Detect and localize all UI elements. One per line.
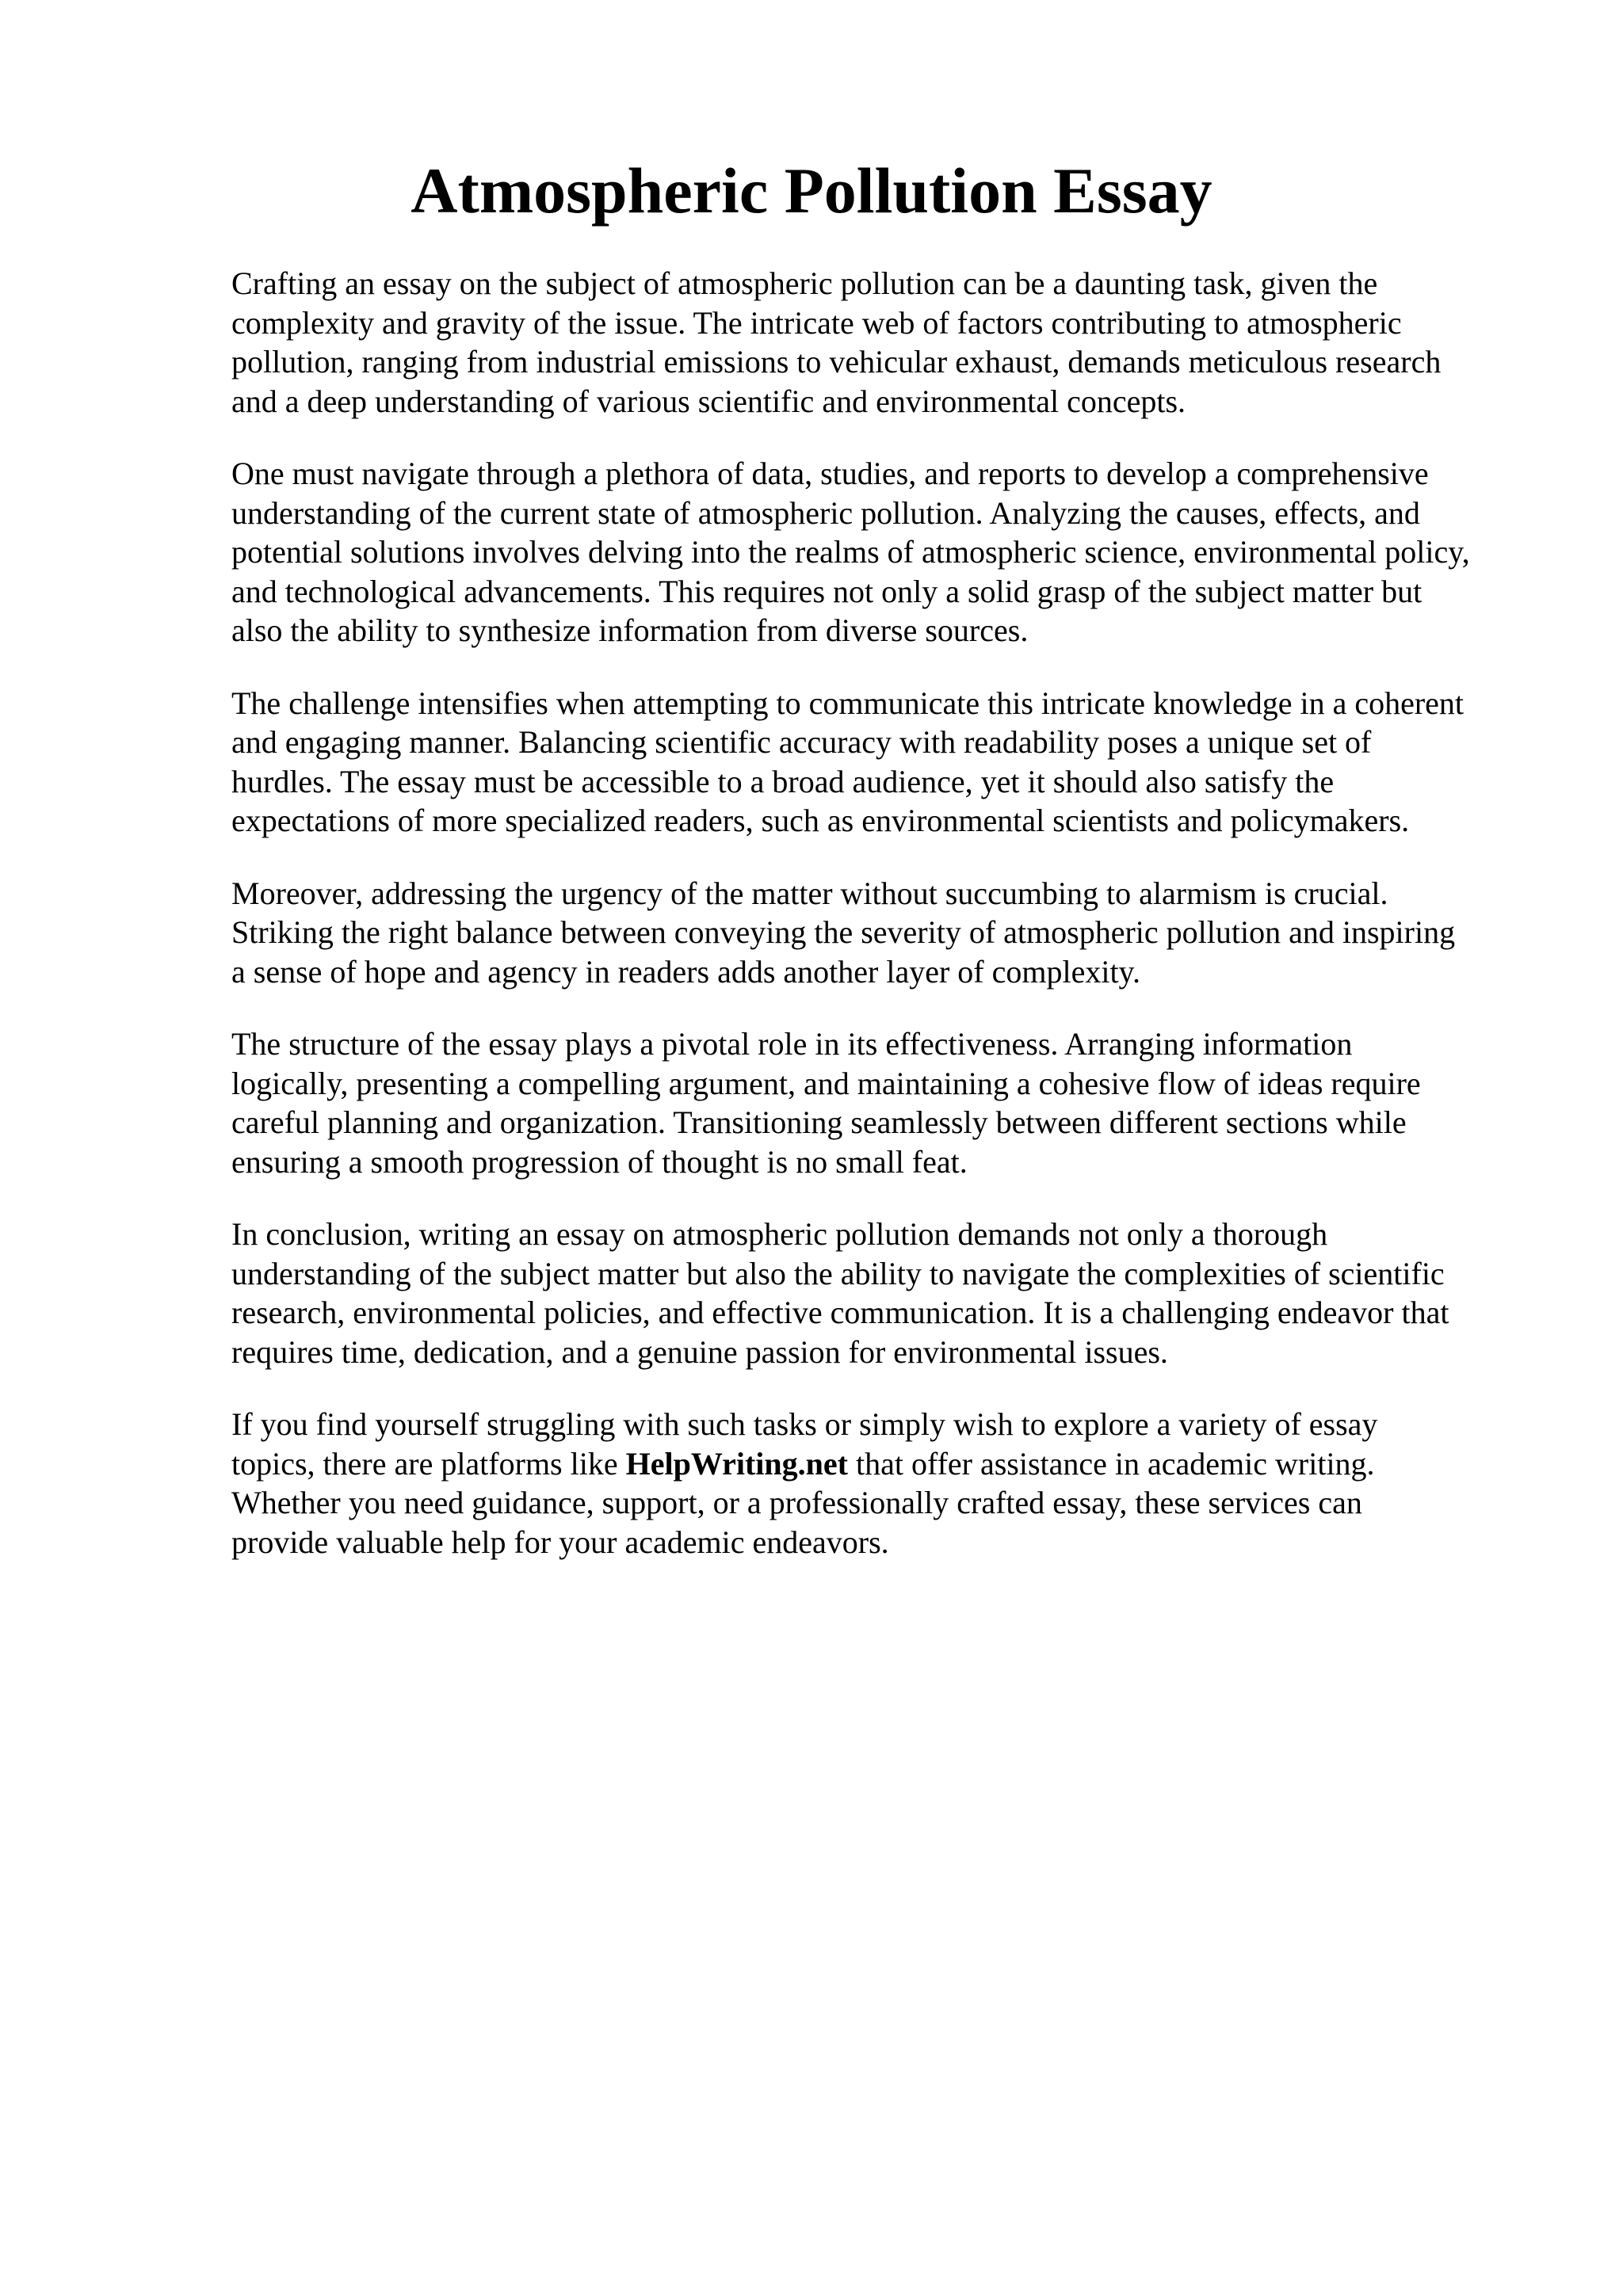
- paragraph-intro: [231, 264, 1547, 421]
- text-line: In conclusion, writing an essay on atmospheric pollution demands not only a thorough: [231, 1216, 1328, 1252]
- text-line: The challenge intensifies when attempting to communicate this intricate knowledge in a coherent: [231, 685, 1465, 721]
- text-line: pollution, ranging from industrial emissions to vehicular exhaust, demands meticulous research: [231, 344, 1442, 379]
- text-line: Moreover, addressing the urgency of the matter without succumbing to alarmism is crucial.: [231, 875, 1388, 911]
- text-line: Crafting an essay on the subject of atmospheric pollution can be a daunting task, given the: [231, 265, 1378, 301]
- text-line: potential solutions involves delving into the realms of atmospheric science, environmental policy,: [231, 534, 1470, 570]
- text-line: understanding of the current state of atmospheric pollution. Analyzing the causes, effects, and: [231, 494, 1420, 531]
- text-line: ensuring a smooth progression of thought is no small feat.: [231, 1143, 968, 1180]
- text-line: Striking the right balance between conveying the severity of atmospheric pollution and inspiring: [231, 914, 1456, 950]
- text-line: a sense of hope and agency in readers adds another layer of complexity.: [231, 953, 1140, 990]
- text-line: also the ability to synthesize information from diverse sources.: [231, 612, 1029, 648]
- text-line: and a deep understanding of various scientific and environmental concepts.: [231, 383, 1186, 419]
- text-line: expectations of more specialized readers, such as environmental scientists and policymakers.: [231, 803, 1410, 838]
- text-line: The structure of the essay plays a pivotal role in its effectiveness. Arranging information: [231, 1026, 1353, 1062]
- text-line: understanding of the subject matter but also the ability to navigate the complexities of scientific: [231, 1255, 1445, 1291]
- text-line: logically, presenting a compelling argument, and maintaining a cohesive flow of ideas require: [231, 1065, 1421, 1101]
- text-line: complexity and gravity of the issue. The intricate web of factors contributing to atmospheric: [231, 304, 1402, 341]
- text-line: One must navigate through a plethora of data, studies, and reports to develop a comprehensive: [231, 456, 1429, 491]
- paragraph-closing: [231, 1405, 1547, 1562]
- text-line: provide valuable help for your academic endeavors.: [231, 1524, 889, 1560]
- paragraph-research: [231, 454, 1547, 650]
- paragraph-conclusion: [231, 1215, 1547, 1371]
- text-line-with-brand: [231, 1444, 1547, 1484]
- text-segment: topics, there are platforms like: [231, 1445, 626, 1482]
- text-segment: that offer assistance in academic writing.: [847, 1445, 1375, 1482]
- text-line: If you find yourself struggling with such tasks or simply wish to explore a variety of essay: [231, 1406, 1378, 1442]
- paragraph-urgency: [231, 874, 1547, 992]
- text-line: careful planning and organization. Transitioning seamlessly between different sections while: [231, 1104, 1407, 1140]
- text-line: and technological advancements. This requires not only a solid grasp of the subject matter but: [231, 573, 1423, 609]
- page-title: Atmospheric Pollution Essay: [411, 154, 1212, 227]
- essay-body: [231, 264, 1547, 1595]
- text-line: research, environmental policies, and effective communication. It is a challenging endeavor that: [231, 1295, 1449, 1330]
- text-line: Whether you need guidance, support, or a professionally crafted essay, these services can: [231, 1485, 1362, 1520]
- paragraph-structure: [231, 1024, 1547, 1181]
- paragraph-challenge: [231, 684, 1547, 841]
- brand-name: HelpWriting.net: [625, 1445, 848, 1482]
- text-line: requires time, dedication, and a genuine passion for environmental issues.: [231, 1333, 1168, 1370]
- text-line: hurdles. The essay must be accessible to a broad audience, yet it should also satisfy the: [231, 763, 1335, 799]
- text-line: and engaging manner. Balancing scientific accuracy with readability poses a unique set of: [231, 724, 1372, 760]
